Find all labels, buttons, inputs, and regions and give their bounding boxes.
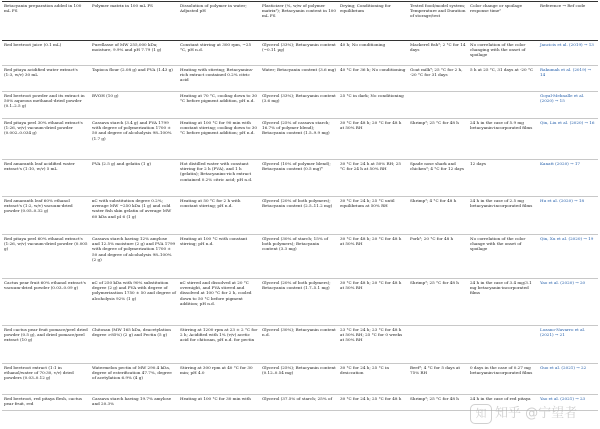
cell-reference[interactable]: Kanatt (2020) → 17 [538,160,598,197]
header-plasticizer: Plasticizer (%, w/w of polymer matrix¹); Betacyanin content in 100 mL FS [260,2,338,41]
cell-preparation: Red amaranth leaf 60% ethanol extract's (1:2, w/v) vacuum-dried powder (0.05–0.32 g) [2,197,90,235]
cell-plasticizer: Glycerol (25% of cassava starch; 16.7% of polymer blend); Betacyanin content (1.5–9.9 mg) [260,119,338,160]
cell-polymer: Cassava starch having 12% amylose and 12.5% moisture (2 g) and PVA 1799 with degree of polymerization 1700 ± 50 and degree of alcoholysis 98–100% (2 g) [90,235,178,279]
cell-drying: 25 °C in dark; No conditioning [338,92,408,119]
cell-dissolution: Stirring at 1200 rpm at 23 ± 2 °C for 2 h; Acidified with 1% (v/v) acetic acid for chitosan, pH n.d. for pectin [178,326,260,364]
cell-drying: 30 °C for 24 h; 25 °C in desiccation [338,364,408,395]
cell-preparation: Red pitaya acidified water extract's (1:3, w/v) 30 mL [2,66,90,92]
cell-preparation: Red beetroot, red pitaya flesh, cactus pear fruit, red [2,395,90,411]
cell-polymer: Cassava starch (3.4 g) and PVA 1799 with degree of polymerization 1700 ± 50 and degree of alcoholysis 98–100% (1.7 g) [90,119,178,160]
cell-preparation: Red cactus pear fruit pomace/peel dried powder (0.5 g), and dried pomace/peel extract (10 g) [2,326,90,364]
cell-reference[interactable]: Guo et al. (2021) → 22 [538,364,598,395]
cell-drying: 23 °C for 24 h; 23 °C for 48 h at 50% RH; 25 °C for 0 weeks at 50% RH [338,326,408,364]
cell-dissolution: Heating at 100 °C for 30 min with [178,395,260,411]
cell-plasticizer: Glycerol (10% of polymer blend); Betacyanin content (0.5 mg)⁴ [260,160,338,197]
header-reference: Reference → Ref code [538,2,598,41]
cell-dissolution: κC stirred and dissolved at 20 °C overnight, and PVA stirred and dissolved at 100 °C for 2 h, cooled down to 50 °C before pigment addition; pH n.d. [178,279,260,326]
cell-food [408,92,468,119]
cell-food: Spade nose shark and chicken³; 4 °C for 12 days [408,160,468,197]
cell-dissolution: Heating with stirring; Betacyanins-rich extract contained 0.2% citric acid [178,66,260,92]
cell-plasticizer: Glycerol (37.5% of starch; 25% of [260,395,338,411]
cell-drying: 30 °C for 48 h; 20 °C for 48 h at 50% RH [338,279,408,326]
cell-polymer: Watermelon pectin of MW 290.4 kDa, degree of esterification 47.7%, degree of acetylation 6.9% (4 g) [90,364,178,395]
header-polymer-matrix: Polymer matrix in 100 mL FS [90,2,178,41]
cell-dissolution: Hot distilled water with constant stirring for 2 h (PVA), and 1 h (gelatin); Betacyanins-rich extract contained 0.2% citric acid; pH n.d. [178,160,260,197]
cell-polymer: Purellasse of MW 255,000 kDa; moisture, 9.9% and pH 7.79 (1 g) [90,41,178,66]
table-row [2,197,598,235]
cell-response: 24 h in the case of 5.9 mg betacyanin-incorporated films [468,119,538,160]
header-drying: Drying; Conditioning for equilibrium [338,2,408,41]
cell-reference[interactable]: Qin, Xu et al. (2020) → 19 [538,235,598,279]
table-row [2,235,598,279]
table-row [2,326,598,364]
cell-dissolution: Heating at 70 °C, cooling down to 30 °C before pigment addition, pH n.d. [178,92,260,119]
cell-plasticizer: Glycerol (33%); Betacyanin content (~0.11 µg) [260,41,338,66]
cell-preparation: Red beetroot extract (1:1 in ethanol/water of 70:30, v/v) dried powders (0.03–0.12 g) [2,364,90,395]
cell-response [468,326,538,364]
cell-plasticizer: Glycerol (30% of starch; 15% of both polymers); Betacyanin content (3.3 mg) [260,235,338,279]
cell-response: 12 days [468,160,538,197]
cell-response: 0 days in the case of 0.27 mg betacyanin-incorporated films [468,364,538,395]
cell-dissolution: Heating at 50 °C for 2 h with constant stirring; pH n.d. [178,197,260,235]
cell-drying: 30 °C for 24 h at 50% RH; 25 °C for 24 h at 50% RH [338,160,408,197]
cell-response: No correlation of the color changing with the onset of spoilage [468,41,538,66]
cell-response: 24 h in the case of 3.4 mg/3.1 mg betacyanin-incorporated films [468,279,538,326]
zhihu-logo-icon: 知 [470,404,492,424]
cell-food: Shrimp³; 25 °C for 48 h [408,119,468,160]
cell-polymer: Chitosan (MW 165 kDa, deacetylation degree >85%) (2 g) and Pectin (5 g) [90,326,178,364]
cell-reference[interactable]: Yao et al. (2020) → 20 [538,279,598,326]
cell-reference[interactable]: Goyal-Mehnalle et al. (2020) → 15 [538,92,598,119]
cell-drying: 40 °C for 36 h; No conditioning [338,66,408,92]
cell-plasticizer: Glycerol (30%); Betacyanin content n.d. [260,326,338,364]
cell-food: Pork³; 20 °C for 48 h [408,235,468,279]
cell-dissolution: Heating at 100 °C with constant stirring; pH n.d. [178,235,260,279]
cell-preparation: Red amaranth leaf acidified water extract's (1:10, w/v) 5 mL [2,160,90,197]
table-row [2,279,598,326]
cell-drying: 40 h; No conditioning [338,41,408,66]
table-row [2,41,598,66]
cell-food: Mackerel fish³; 2 °C for 14 days [408,41,468,66]
cell-response: 24 h in the case of 2.5 mg betacyanin-incorporated films [468,197,538,235]
cell-plasticizer: Glycerol (20% of both polymers); Betacyanin content (1.7–5.1 mg) [260,279,338,326]
table-row [2,119,598,160]
cell-reference[interactable]: Lozano-Navarro et al. (2021) → 21 [538,326,598,364]
cell-reference[interactable]: Qin, Liu et al. (2020) → 16 [538,119,598,160]
cell-polymer: Tapioca flour (2.08 g) and PVA (1.43 g) [90,66,178,92]
header-dissolution: Dissolution of polymer in water; Adjusted pH [178,2,260,41]
table-row [2,66,598,92]
cell-food: Beef³; 4 °C for 5 days at 75% RH [408,364,468,395]
cell-polymer: κC of 250 kDa with 90% substitution degree (2 g) and PVA with degree of polymerization 1750 ± 50 and degree of alcoholysis 92% (1 g) [90,279,178,326]
cell-drying: 30 °C for 48 h; 20 °C for 48 h at 50% RH [338,235,408,279]
cell-response: 5 h at 25 °C, 31 days at -20 °C [468,66,538,92]
cell-food: Shrimp³; 4 °C for 48 h [408,197,468,235]
header-color-change: Color change or spoilage response time² [468,2,538,41]
cell-preparation: Red pitaya peel 30% ethanol extract's (1:26, w/v) vacuum-dried powder (0.002–0.034 g) [2,119,90,160]
cell-drying: 30 °C for 48 h; 20 °C for 48 h at 50% RH [338,119,408,160]
betacyanin-film-table [2,1,598,411]
watermark-text: 知乎 @宁望者 [495,406,578,421]
cell-polymer: BVOH (10 g) [90,92,178,119]
cell-plasticizer: Glycerol (20% of both polymers); Betacyanin content (2.5–11.2 mg) [260,197,338,235]
cell-dissolution: Heating at 100 °C for 90 min with constant stirring; cooling down to 30 °C before pigment addition; pH n.d. [178,119,260,160]
cell-polymer: Cassava starch having 19.7% amylose and 20.3% [90,395,178,411]
cell-preparation: Red pitaya peel 60% ethanol extract's (1:26, w/v) vacuum-dried powder (0.005 g) [2,235,90,279]
cell-response: 24 h in the case of red pitaya [468,395,538,411]
cell-reference[interactable]: Hu et al. (2020) → 18 [538,197,598,235]
table-header [2,2,598,41]
header-tested-food: Tested food/model system; Temperature and Duration of storage/test [408,2,468,41]
cell-reference[interactable]: Rakumah et al. (2019) → 14 [538,66,598,92]
cell-response: No correlation of the color change with the onset of spoilage [468,235,538,279]
table-row [2,160,598,197]
cell-preparation: Red beetroot juice (0.1 mL) [2,41,90,66]
zhihu-watermark [470,403,598,425]
cell-plasticizer: Glycerol (33%); Betacyanin content (3.6 mg) [260,92,338,119]
cell-reference[interactable]: Jancicis et al. (2019) → 13 [538,41,598,66]
cell-plasticizer: Glycerol (25%); Betacyanin content (0.12–0.54 mg) [260,364,338,395]
cell-response [468,92,538,119]
cell-food: Shrimp³; 25 °C for 48 h [408,395,468,411]
cell-preparation: Cactus pear fruit 60% ethanol extract's vacuum-dried powder (0.03–0.09 g) [2,279,90,326]
table-row [2,364,598,395]
cell-food [408,326,468,364]
table-row [2,92,598,119]
cell-drying: 30 °C for 24 h; 25 °C until equilibrium at 50% RH [338,197,408,235]
cell-polymer: PVA (2.5 g) and gelatin (1 g) [90,160,178,197]
header-betacyanin-preparation: Betacyanin preparation added in 100 mL FS [2,2,90,41]
cell-reference[interactable]: Yao et al. (2021) → 23 [538,395,598,411]
cell-dissolution: Stirring at 300 rpm at 40 °C for 30 min; pH 4.0 [178,364,260,395]
cell-polymer: κC with substitution degree 0.2%; average MW ~250 kDa (1 g) and cold water fish skin gelatin of average MW 60 kDa and pI 6 (1 g) [90,197,178,235]
cell-plasticizer: Water; Betacyanin content (3.6 mg) [260,66,338,92]
cell-drying: 30 °C for 24 h; 25 °C for 48 h [338,395,408,411]
cell-dissolution: Constant stirring at 300 rpm, ~25 °C, pH n.d. [178,41,260,66]
cell-food: Goat milk⁴; 25 °C for 2 h, -20 °C for 31 days [408,66,468,92]
cell-food: Shrimp³; 25 °C for 48 h [408,279,468,326]
cell-preparation: Red beetroot powder and its extract in 50% aqueous methanol-dried powder (0.1–2.5 g) [2,92,90,119]
